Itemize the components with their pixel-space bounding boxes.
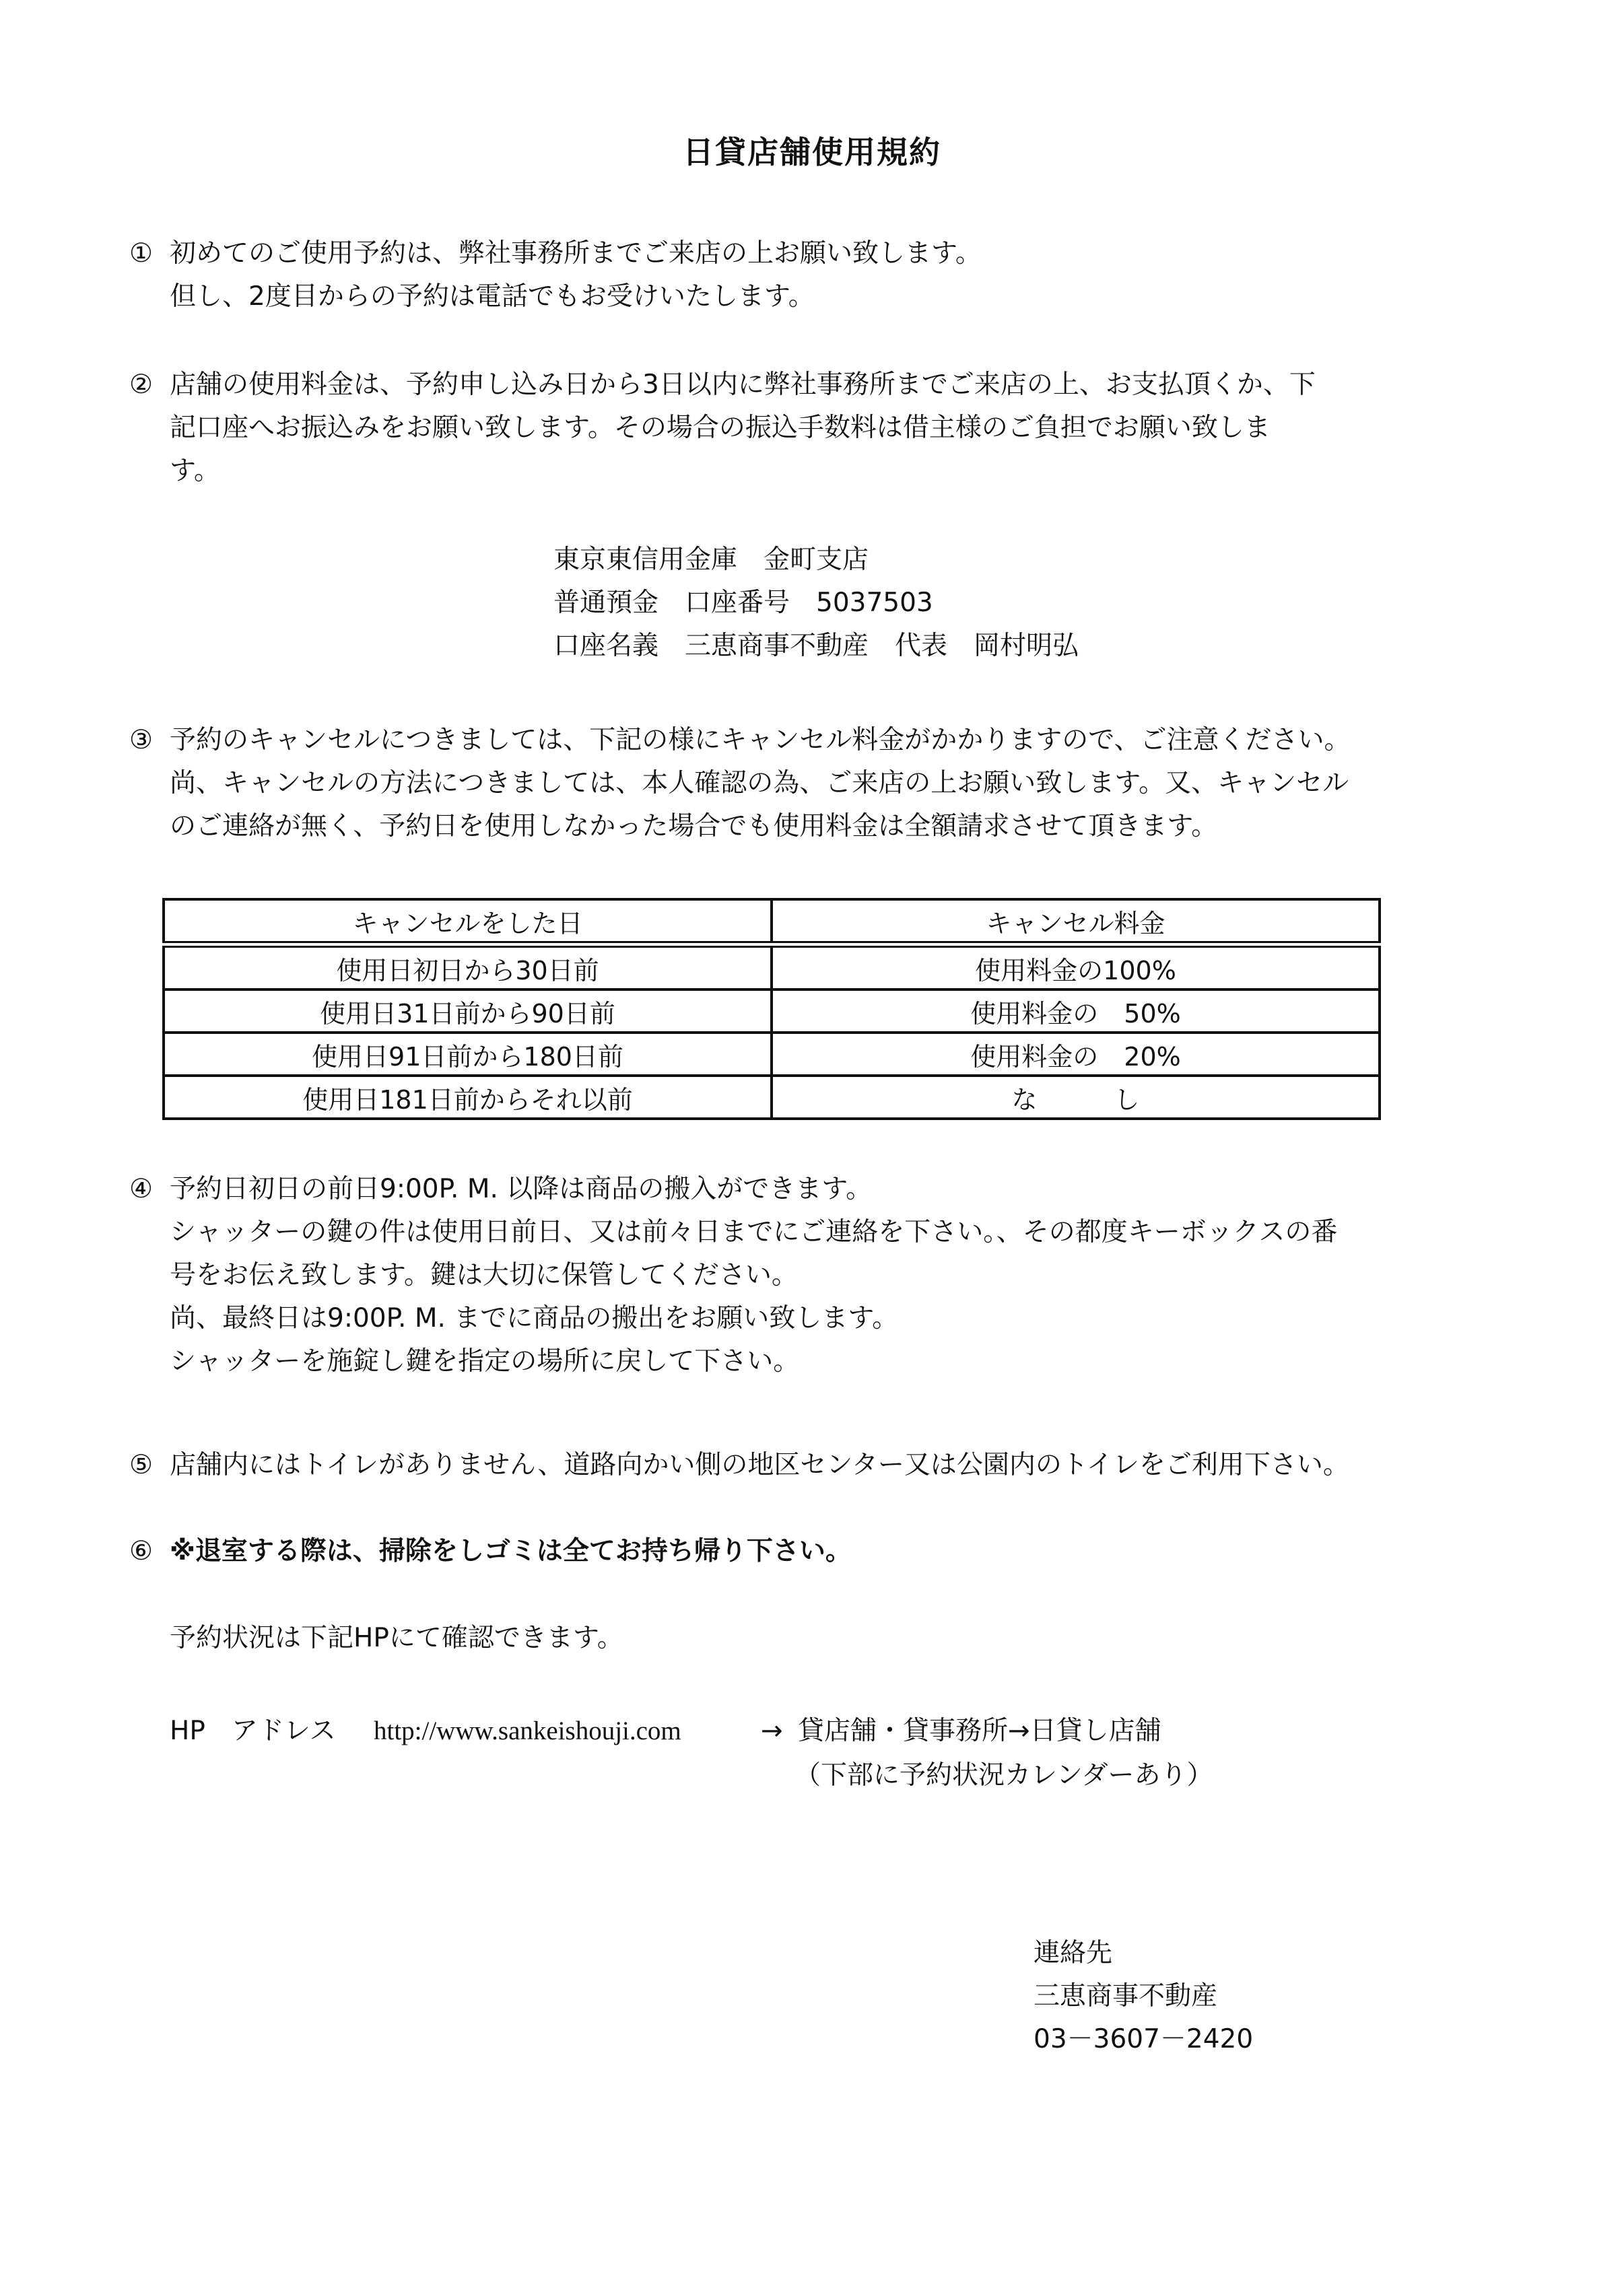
arrow-right-icon: → bbox=[761, 1716, 783, 1746]
item-line: シャッターを施錠し鍵を指定の場所に戻して下さい。 bbox=[170, 1346, 800, 1377]
calendar-note: （下部に予約状況カレンダーあり） bbox=[794, 1760, 1213, 1790]
account-number: 普通預金 口座番号 5037503 bbox=[553, 588, 933, 618]
item-number: ② bbox=[129, 370, 153, 400]
site-navigation-path: 貸店舗・貸事務所→日貸し店舗 bbox=[798, 1716, 1161, 1746]
item-line: 店舗の使用料金は、予約申し込み日から3日以内に弊社事務所までご来店の上、お支払頂くか、下 bbox=[170, 370, 1316, 400]
contact-info bbox=[1034, 1932, 1253, 2061]
table-cell: 使用日91日前から180日前 bbox=[164, 1033, 772, 1076]
account-holder: 口座名義 三恵商事不動産 代表 岡村明弘 bbox=[553, 631, 1079, 661]
table-cell: 使用料金の 20% bbox=[772, 1033, 1380, 1076]
item-number: ③ bbox=[129, 725, 153, 755]
item-line: 尚、キャンセルの方法につきましては、本人確認の為、ご来店の上お願い致します。又、キャンセル bbox=[170, 768, 1349, 798]
item-line: 但し、2度目からの予約は電話でもお受けいたします。 bbox=[170, 281, 815, 312]
table-header-row bbox=[164, 899, 1380, 944]
rule-item-6 bbox=[129, 1530, 1429, 1573]
item-line: 尚、最終日は9:00P. M. までに商品の搬出をお願い致します。 bbox=[170, 1303, 899, 1333]
website-url-link[interactable]: http://www.sankeishouji.com bbox=[374, 1716, 681, 1745]
bank-name: 東京東信用金庫 金町支店 bbox=[553, 545, 869, 575]
item-line: 店舗内にはトイレがありません、道路向かい側の地区センター又は公園内のトイレをご利用下さい。 bbox=[170, 1450, 1349, 1480]
company-name: 三恵商事不動産 bbox=[1034, 1981, 1218, 2011]
rule-item-3 bbox=[129, 719, 1429, 848]
item-line: 号をお伝え致します。鍵は大切に保管してください。 bbox=[170, 1260, 798, 1290]
table-row bbox=[164, 1033, 1380, 1076]
item-number: ⑥ bbox=[129, 1536, 153, 1566]
rule-item-5 bbox=[129, 1444, 1429, 1487]
rule-item-4 bbox=[129, 1168, 1429, 1383]
item-line: 予約日初日の前日9:00P. M. 以降は商品の搬入ができます。 bbox=[170, 1174, 873, 1204]
item-number: ④ bbox=[129, 1174, 153, 1204]
table-cell: 使用日初日から30日前 bbox=[164, 944, 772, 989]
item-number: ① bbox=[129, 238, 153, 269]
item-line: 予約のキャンセルにつきましては、下記の様にキャンセル料金がかかりますので、ご注意ください。 bbox=[170, 725, 1351, 755]
column-header-cancel-fee: キャンセル料金 bbox=[772, 899, 1380, 944]
hp-address-label: HP アドレス bbox=[170, 1716, 336, 1746]
item-number: ⑤ bbox=[129, 1450, 153, 1480]
document-title: 日貸店舗使用規約 bbox=[683, 134, 941, 170]
table-cell: 使用料金の100% bbox=[772, 944, 1380, 989]
table-cell: な し bbox=[772, 1076, 1380, 1119]
item-line: す。 bbox=[170, 456, 220, 486]
item-line: 初めてのご使用予約は、弊社事務所までご来店の上お願い致します。 bbox=[170, 238, 982, 269]
item-line: 記口座へお振込みをお願い致します。その場合の振込手数料は借主様のご負担でお願い致しま bbox=[170, 413, 1271, 443]
item-line: ※退室する際は、掃除をしゴミは全てお持ち帰り下さい。 bbox=[170, 1536, 852, 1566]
table-row bbox=[164, 1076, 1380, 1119]
table-row bbox=[164, 944, 1380, 989]
table-cell: 使用日31日前から90日前 bbox=[164, 989, 772, 1033]
column-header-cancel-date: キャンセルをした日 bbox=[164, 899, 772, 944]
table-cell: 使用料金の 50% bbox=[772, 989, 1380, 1033]
table-row bbox=[164, 989, 1380, 1033]
contact-label: 連絡先 bbox=[1034, 1938, 1113, 1968]
item-line: シャッターの鍵の件は使用日前日、又は前々日までにご連絡を下さい。、その都度キーボックスの番 bbox=[170, 1217, 1338, 1247]
reservation-status-note: 予約状況は下記HPにて確認できます。 bbox=[170, 1623, 623, 1653]
bank-account-info bbox=[553, 538, 1079, 668]
item-line: のご連絡が無く、予約日を使用しなかった場合でも使用料金は全額請求させて頂きます。 bbox=[170, 811, 1218, 841]
rule-item-2 bbox=[129, 363, 1429, 493]
table-cell: 使用日181日前からそれ以前 bbox=[164, 1076, 772, 1119]
rule-item-1 bbox=[129, 232, 1429, 318]
phone-number: 03－3607－2420 bbox=[1034, 2024, 1254, 2054]
cancellation-fee-table bbox=[162, 898, 1381, 1120]
